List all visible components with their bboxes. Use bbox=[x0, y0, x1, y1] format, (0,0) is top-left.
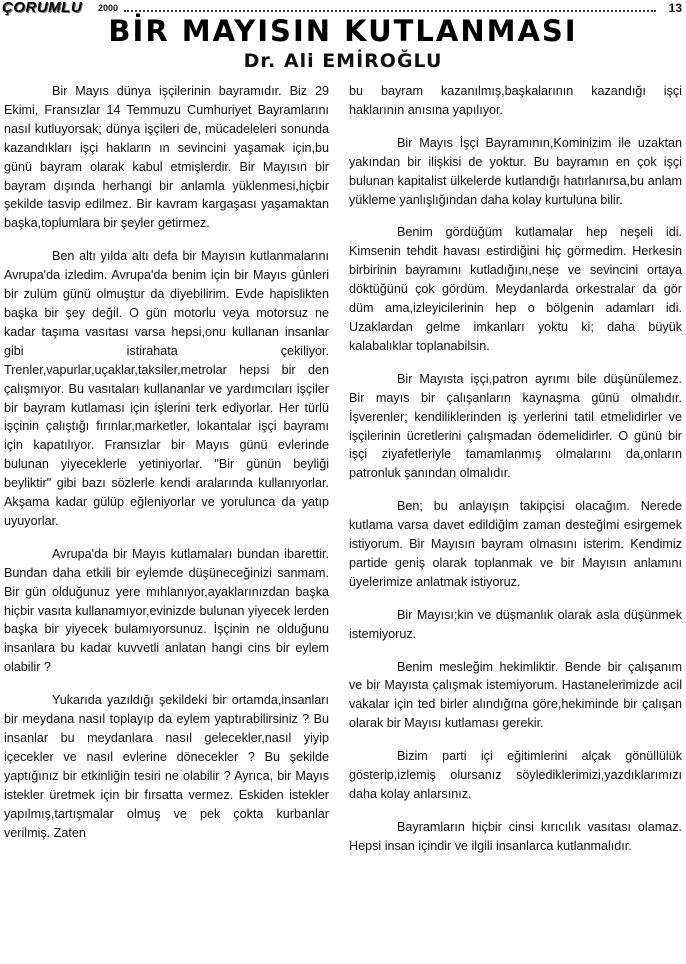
paragraph: Yukarıda yazıldığı şekildeki bir ortamda,insanları bir meydana nasıl toplayıp da eylem yaptırabilirsiniz ? Bu insanlar bu meydanlara nasıl gelecekler,nasıl yiyip içecekler ve nasıl evlerine dönecekler ? Bu şekilde yaptığınız bir etkinliğin tesiri ne olabilir ? Ayrıca, bir Mayıs istekler üretmek için bir fırsatta vermez. Eskiden istekler yapılmış,tartışmalar olmuş ve pek çokta kurbanlar verilmiş. Zaten bbox=[4, 693, 329, 840]
newspaper-logo: ÇORUMLU bbox=[2, 0, 83, 16]
paragraph: Avrupa'da bir Mayıs kutlamaları bundan ibarettir. Bundan daha etkili bir eylemde düşüneceğinizi sanmam. Bir gün olduğunuz yere mıhlanıyor,ayaklarınızdan başka hiçbir vasıta kullanamıyor,evinizde bulunan yiyecek lerden başka bir yiyecek bulamıyorsunuz. İşçinin ne olduğunu insanlara bu kadar kuvvetli anlatan hangi cins bir eylem olabilir ? bbox=[4, 546, 329, 675]
page-number: 13 bbox=[668, 1, 682, 15]
paragraph: Bir Mayısı;kin ve düşmanlık olarak asla düşünmek istemiyoruz. bbox=[349, 607, 682, 641]
paragraph: Bir Mayısta işçi,patron ayrımı bile düşünülemez. Bir mayıs bir çalışanların kaynaşma günü olmalıdır. İşverenler; kendiliklerinden iş yerlerini tatil etmelidirler ve işçilerinin ücretlerini çalışmadan ödemelidirler. O günü bir işçi ziyafetleriyle tamamlanmış olmalarını da,onların patronluk şanından olmalıdır. bbox=[349, 371, 682, 481]
paragraph: Benim gördüğüm kutlamalar hep neşeli idi. Kimsenin tehdit havası estirdiğini hiç görmedim. Herkesin birbirinin bayramını kutladığını,neşe ve sevincini ortaya döktüğünü çok gördüm. Meydanlarda orkestralar da gör düm ama,izleyicilerinin hep o bölgenin adamları idi. Uzaklardan gelme imkanları yoktu ki; daha büyük kalabalıklar toplanabilsin. bbox=[349, 225, 682, 353]
right-column bbox=[349, 82, 682, 870]
paragraph: Ben altı yılda altı defa bir Mayısın kutlanmalarını Avrupa'da izledim. Avrupa'da benim için bir Mayıs günleri bir zulüm günü olmuştur da diyebilirim. Evde hapislikten başka bir şey değil. O gün motorlu veya motorsuz ne kadar taşıma vasıtası varsa hepsi,onu kullanan insanlar gibi istirahata çekiliyor. Trenler,vapurlar,uçaklar,taksiler,metrolar hepsi bir den çalışmıyor. Bu vasıtaları kullananlar ve yardımcıları işçiler bir bayram kutlaması için işlerini terk ediyorlar. Her türlü işçinin çalıştığı fırınlar,marketler, lokantalar işçi bayramı için kapatılıyor. Fransızlar bir Mayıs günü evlerinde bulunan yiyeceklerle yetiniyorlar. "Bir günün beyliği beyliktir" gibi bazı sözlerle kendi aralarında kullanıyorlar. Akşama kadar gülüp eğleniyorlar ve yorulunca da yatıp uyuyorlar. bbox=[4, 249, 329, 528]
paragraph: Bir Mayıs dünya işçilerinin bayramıdır. Biz 29 Ekimi, Fransızlar 14 Temmuzu Cumhuriyet Bayramlarını nasıl kutluyorsak; dünya işçileri de, mücadeleleri sonunda kazandıkları işçi hakların ın sevincini yaşamak için,bu günü bayram olarak kabul etmişlerdir. Bir Mayısın bir bayram dışında herhangi bir anlamla yüklenmesi,hiçbir şekilde tasvip edilmez. Bir kavram kargaşası yaşamaktan başka,toplumlara bir şeyler getirmez. bbox=[4, 84, 329, 231]
header-divider bbox=[124, 10, 656, 12]
issue-year: 2000 bbox=[98, 3, 119, 13]
paragraph-continuation: bu bayram kazanılmış,başkalarının kazandığı işçi haklarının anısına yapılıyor. bbox=[349, 84, 682, 117]
paragraph: Bizim parti içi eğitimlerini alçak gönüllülük gösterip,izlemiş olursanız söylediklerimizi,yazdıklarımızı daha kolay anlarsınız. bbox=[349, 749, 682, 801]
left-column bbox=[4, 82, 329, 856]
paragraph: Bayramların hiçbir cinsi kırıcılık vasıtası olamaz. Hepsi insan içindir ve ilgili insanlarca kutlanmalıdır. bbox=[349, 819, 682, 853]
article-title: BİR MAYISIN KUTLANMASI bbox=[108, 14, 578, 48]
paragraph: Ben; bu anlayışın takipçisi olacağım. Nerede kutlama varsa davet edildiğim zaman desteğimi esirgemek istiyorum. Bir Mayısın bayram olmasını isterim. Kendimiz partide geniş olarak toplanmak ve bir Mayısın anlamını üyelerimize anlatmak istiyoruz. bbox=[349, 499, 682, 589]
paragraph: Benim mesleğim hekimliktir. Bende bir çalışanım ve bir Mayısta çalışmak istemiyorum. Hastanelerimizde acil vakalar için ted birler alındığına göre,hekiminde bir çalışan olarak bir Mayısı kutlaması gerekir. bbox=[349, 659, 682, 731]
article-author: Dr. Ali EMİROĞLU bbox=[243, 50, 443, 72]
paragraph: Bir Mayıs İşçi Bayramının,Kominizim ile uzaktan yakından bir ilişkisi de yoktur. Bu bayramın en çok işçi bulunan kapitalist ülkelerde kutlandığı hatırlanırsa,bu anlam yükleme yanlışlığından daha kolay kurtuluna bilir. bbox=[349, 135, 682, 207]
